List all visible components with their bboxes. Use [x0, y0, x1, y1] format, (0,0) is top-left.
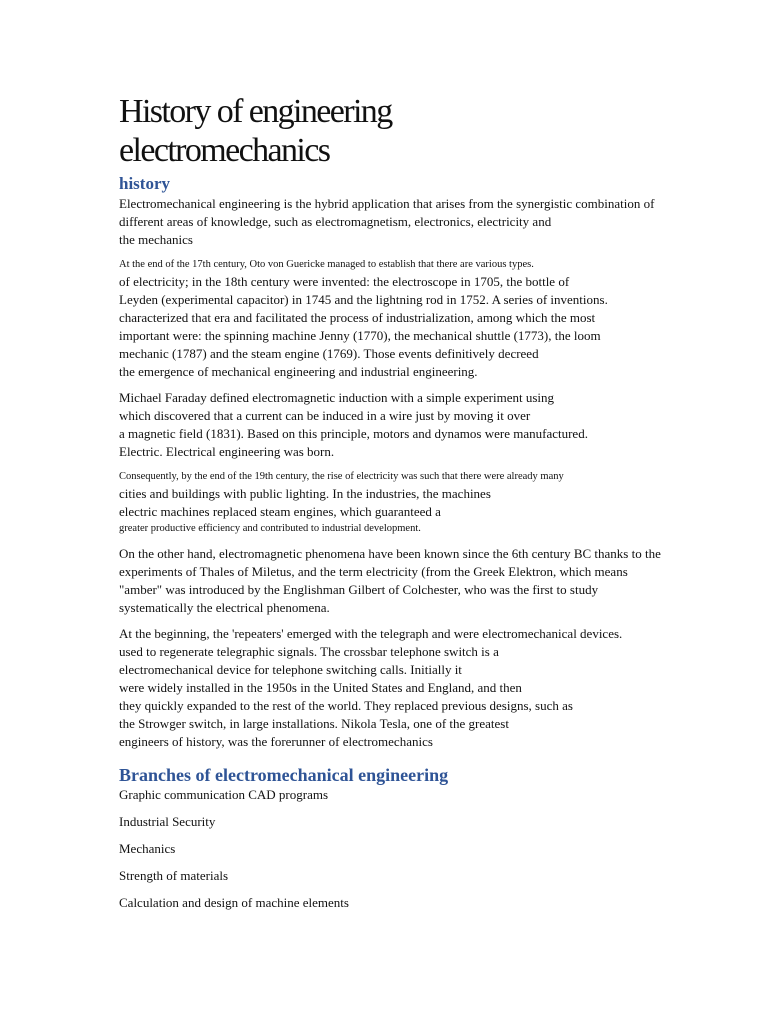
branch-item: Industrial Security: [119, 814, 216, 829]
document-page: [119, 92, 719, 912]
page-title: [119, 92, 719, 170]
paragraph-line: At the end of the 17th century, Oto von Guericke managed to establish that there are various types.: [119, 259, 534, 270]
title-line: electromechanics: [119, 132, 330, 169]
paragraph-line: "amber" was introduced by the Englishman Gilbert of Colchester, who was the first to study: [119, 582, 599, 597]
paragraph-line: mechanic (1787) and the steam engine (1769). Those events definitively decreed: [119, 346, 539, 361]
branch-item: Calculation and design of machine elements: [119, 895, 349, 910]
paragraph-line: greater productive efficiency and contributed to industrial development.: [119, 523, 421, 534]
paragraph-line: were widely installed in the 1950s in the United States and England, and then: [119, 680, 522, 695]
paragraph-line: systematically the electrical phenomena.: [119, 600, 330, 615]
paragraph-line: electric machines replaced steam engines, which guaranteed a: [119, 504, 441, 519]
paragraph-line: engineers of history, was the forerunner of electromechanics: [119, 734, 433, 749]
paragraph-line: of electricity; in the 18th century were invented: the electroscope in 1705, the bottle of: [119, 274, 570, 289]
history-body: [119, 195, 719, 751]
paragraph-line: cities and buildings with public lighting. In the industries, the machines: [119, 486, 491, 501]
paragraph-line: Electric. Electrical engineering was born.: [119, 444, 335, 459]
paragraph-line: At the beginning, the 'repeaters' emerged with the telegraph and were electromechanical devices.: [119, 626, 623, 641]
history-paragraph: [119, 545, 719, 617]
paragraph-line: the emergence of mechanical engineering and industrial engineering.: [119, 364, 478, 379]
paragraph-line: used to regenerate telegraphic signals. The crossbar telephone switch is a: [119, 644, 499, 659]
paragraph-line: the mechanics: [119, 232, 193, 247]
paragraph-line: the Strowger switch, in large installations. Nikola Tesla, one of the greatest: [119, 716, 509, 731]
history-paragraph: [119, 469, 719, 537]
history-paragraph: [119, 195, 719, 249]
paragraph-line: important were: the spinning machine Jenny (1770), the mechanical shuttle (1773), the loom: [119, 328, 601, 343]
history-heading: history: [119, 174, 170, 193]
title-line: History of engineering: [119, 93, 392, 130]
paragraph-line: which discovered that a current can be induced in a wire just by moving it over: [119, 408, 531, 423]
branch-item: Graphic communication CAD programs: [119, 787, 329, 802]
paragraph-line: characterized that era and facilitated the process of industrialization, among which the most: [119, 310, 596, 325]
branch-item: Strength of materials: [119, 868, 229, 883]
branch-item: Mechanics: [119, 841, 176, 856]
history-paragraph: [119, 625, 719, 751]
paragraph-line: experiments of Thales of Miletus, and the term electricity (from the Greek Elektron, which means: [119, 564, 628, 579]
paragraph-line: Electromechanical engineering is the hybrid application that arises from the synergistic combination of: [119, 196, 655, 211]
branches-list: [119, 786, 719, 912]
paragraph-line: On the other hand, electromagnetic phenomena have been known since the 6th century BC thanks to the: [119, 546, 661, 561]
branches-heading: Branches of electromechanical engineering: [119, 765, 449, 785]
paragraph-line: they quickly expanded to the rest of the world. They replaced previous designs, such as: [119, 698, 573, 713]
history-paragraph: [119, 257, 719, 381]
history-paragraph: [119, 389, 719, 461]
paragraph-line: a magnetic field (1831). Based on this principle, motors and dynamos were manufactured.: [119, 426, 588, 441]
paragraph-line: electromechanical device for telephone switching calls. Initially it: [119, 662, 462, 677]
paragraph-line: Michael Faraday defined electromagnetic induction with a simple experiment using: [119, 390, 554, 405]
paragraph-line: Consequently, by the end of the 19th century, the rise of electricity was such that there were already many: [119, 471, 564, 482]
paragraph-line: Leyden (experimental capacitor) in 1745 and the lightning rod in 1752. A series of inventions.: [119, 292, 608, 307]
paragraph-line: different areas of knowledge, such as electromagnetism, electronics, electricity and: [119, 214, 552, 229]
